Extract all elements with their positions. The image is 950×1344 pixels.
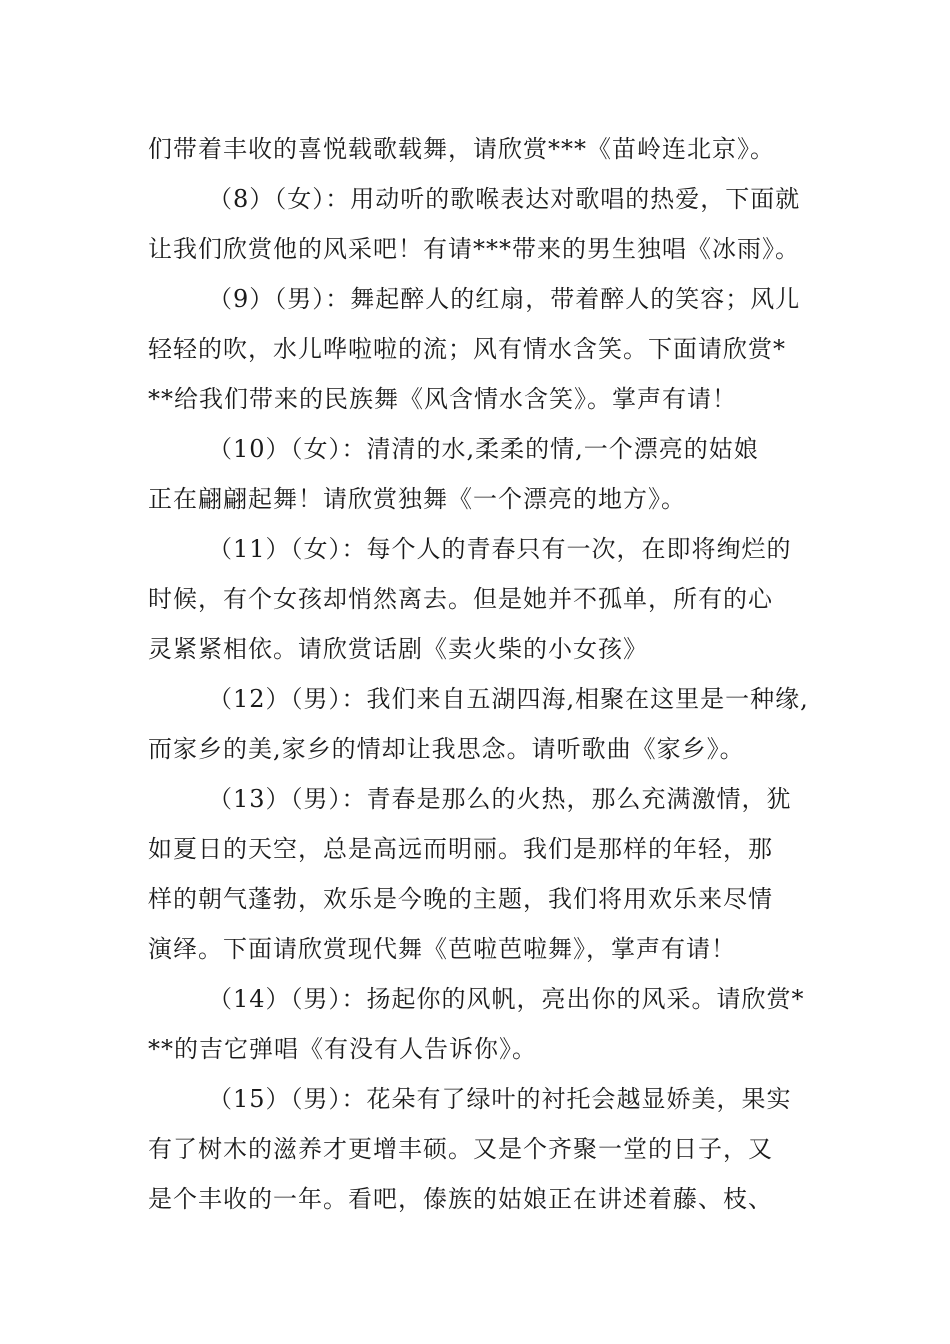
text-line: 灵紧紧相依。请欣赏话剧《卖火柴的小女孩》 [148,635,648,663]
text-line: 演绎。下面请欣赏现代舞《芭啦芭啦舞》，掌声有请！ [148,935,736,963]
paragraph-start-12: （12）（男）：我们来自五湖四海,相聚在这里是一种缘, [208,685,809,713]
text-line: 让我们欣赏他的风采吧！有请***带来的男生独唱《冰雨》。 [148,235,800,263]
paragraph-start-14: （14）（男）：扬起你的风帆，亮出你的风采。请欣赏* [208,985,805,1013]
paragraph-start-8: （8）（女）：用动听的歌喉表达对歌唱的热爱，下面就 [208,185,801,213]
text-line: 如夏日的天空，总是高远而明丽。我们是那样的年轻，那 [148,835,773,863]
text-line: 有了树木的滋养才更增丰硕。又是个齐聚一堂的日子，又 [148,1135,773,1163]
text-line: 而家乡的美,家乡的情却让我思念。请听歌曲《家乡》。 [148,735,745,763]
paragraph-start-13: （13）（男）：青春是那么的火热，那么充满激情，犹 [208,785,792,813]
paragraph-start-11: （11）（女）：每个人的青春只有一次，在即将绚烂的 [208,535,792,563]
text-line: 正在翩翩起舞！请欣赏独舞《一个漂亮的地方》。 [148,485,686,513]
text-line: **给我们带来的民族舞《风含情水含笑》。掌声有请！ [148,385,737,413]
text-line: 样的朝气蓬勃，欢乐是今晚的主题，我们将用欢乐来尽情 [148,885,773,913]
paragraph-start-9: （9）（男）：舞起醉人的红扇，带着醉人的笑容；风儿 [208,285,801,313]
text-line: 们带着丰收的喜悦载歌载舞，请欣赏***《苗岭连北京》。 [148,135,775,163]
text-line: **的吉它弹唱《有没有人告诉你》。 [148,1035,537,1063]
text-line: 轻轻的吹，水儿哗啦啦的流；风有情水含笑。下面请欣赏* [148,335,786,363]
text-line: 时候，有个女孩却悄然离去。但是她并不孤单，所有的心 [148,585,773,613]
text-line: 是个丰收的一年。看吧，傣族的姑娘正在讲述着藤、枝、 [148,1185,773,1213]
paragraph-start-15: （15）（男）：花朵有了绿叶的衬托会越显娇美，果实 [208,1085,792,1113]
paragraph-start-10: （10）（女）：清清的水,柔柔的情,一个漂亮的姑娘 [208,435,759,463]
